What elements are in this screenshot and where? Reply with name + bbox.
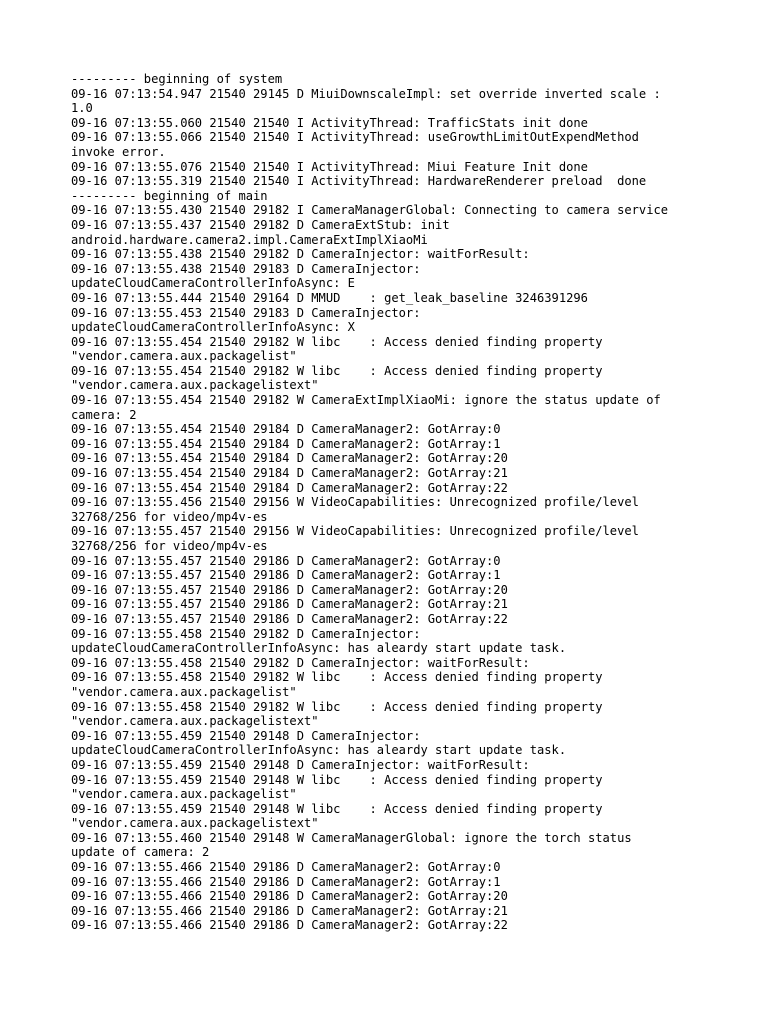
log-line: 09-16 07:13:55.458 21540 29182 W libc : Access denied finding property xyxy=(71,699,603,714)
log-line: "vendor.camera.aux.packagelistext" xyxy=(71,378,319,393)
log-line: 32768/256 for video/mp4v-es xyxy=(71,509,268,524)
log-line: 09-16 07:13:55.438 21540 29183 D CameraInjector: xyxy=(71,261,421,276)
log-line: --------- beginning of main xyxy=(71,188,268,203)
log-line: 09-16 07:13:55.437 21540 29182 D CameraExtStub: init xyxy=(71,217,450,232)
log-line: update of camera: 2 xyxy=(71,845,210,860)
log-line: camera: 2 xyxy=(71,407,137,422)
log-line: 09-16 07:13:55.457 21540 29186 D CameraManager2: GotArray:0 xyxy=(71,553,501,568)
log-line: 09-16 07:13:55.458 21540 29182 W libc : Access denied finding property xyxy=(71,670,603,685)
log-line: 09-16 07:13:55.076 21540 21540 I ActivityThread: Miui Feature Init done xyxy=(71,159,588,174)
log-line: 1.0 xyxy=(71,101,93,116)
log-line: 09-16 07:13:55.438 21540 29182 D CameraInjector: waitForResult: xyxy=(71,247,530,262)
log-line: 09-16 07:13:55.460 21540 29148 W CameraManagerGlobal: ignore the torch status xyxy=(71,830,632,845)
log-line: 09-16 07:13:55.454 21540 29184 D CameraManager2: GotArray:0 xyxy=(71,422,501,437)
log-line: 09-16 07:13:55.466 21540 29186 D CameraManager2: GotArray:0 xyxy=(71,860,501,875)
log-line: updateCloudCameraControllerInfoAsync: E xyxy=(71,276,355,291)
log-line: 09-16 07:13:55.457 21540 29186 D CameraManager2: GotArray:21 xyxy=(71,597,508,612)
log-line: 09-16 07:13:55.459 21540 29148 D CameraInjector: waitForResult: xyxy=(71,757,530,772)
log-line: 09-16 07:13:55.459 21540 29148 W libc : Access denied finding property xyxy=(71,772,603,787)
log-text-body xyxy=(71,72,668,933)
log-line: 09-16 07:13:55.459 21540 29148 D CameraInjector: xyxy=(71,728,421,743)
log-line: 09-16 07:13:55.457 21540 29186 D CameraManager2: GotArray:20 xyxy=(71,582,508,597)
log-line: updateCloudCameraControllerInfoAsync: X xyxy=(71,320,355,335)
log-line: 09-16 07:13:55.319 21540 21540 I ActivityThread: HardwareRenderer preload done xyxy=(71,174,647,189)
log-line: 09-16 07:13:55.454 21540 29182 W libc : Access denied finding property xyxy=(71,334,603,349)
log-line: "vendor.camera.aux.packagelistext" xyxy=(71,714,319,729)
log-line: 09-16 07:13:55.466 21540 29186 D CameraManager2: GotArray:20 xyxy=(71,889,508,904)
log-line: 09-16 07:13:55.454 21540 29182 W CameraExtImplXiaoMi: ignore the status update of xyxy=(71,393,661,408)
log-line: 09-16 07:13:55.466 21540 29186 D CameraManager2: GotArray:1 xyxy=(71,874,501,889)
log-line: "vendor.camera.aux.packagelist" xyxy=(71,684,297,699)
log-line: 09-16 07:13:55.454 21540 29184 D CameraManager2: GotArray:1 xyxy=(71,436,501,451)
log-line: --------- beginning of system xyxy=(71,72,283,86)
log-line: 09-16 07:13:55.454 21540 29184 D CameraManager2: GotArray:22 xyxy=(71,480,508,495)
log-line: 09-16 07:13:55.444 21540 29164 D MMUD : get_leak_baseline 3246391296 xyxy=(71,290,588,305)
log-line: 09-16 07:13:55.466 21540 29186 D CameraManager2: GotArray:22 xyxy=(71,918,508,933)
log-line: 09-16 07:13:55.066 21540 21540 I ActivityThread: useGrowthLimitOutExpendMethod xyxy=(71,130,639,145)
log-line: 09-16 07:13:55.060 21540 21540 I ActivityThread: TrafficStats init done xyxy=(71,115,588,130)
log-line: 09-16 07:13:55.457 21540 29186 D CameraManager2: GotArray:22 xyxy=(71,611,508,626)
log-line: 09-16 07:13:55.454 21540 29182 W libc : Access denied finding property xyxy=(71,363,603,378)
log-line: 09-16 07:13:55.458 21540 29182 D CameraInjector: xyxy=(71,626,421,641)
log-line: 09-16 07:13:55.456 21540 29156 W VideoCapabilities: Unrecognized profile/level xyxy=(71,495,639,510)
log-line: 09-16 07:13:55.466 21540 29186 D CameraManager2: GotArray:21 xyxy=(71,903,508,918)
log-line: updateCloudCameraControllerInfoAsync: has aleardy start update task. xyxy=(71,641,567,656)
log-line: 32768/256 for video/mp4v-es xyxy=(71,539,268,553)
log-line: 09-16 07:13:55.454 21540 29184 D CameraManager2: GotArray:20 xyxy=(71,451,508,466)
log-line: 09-16 07:13:55.457 21540 29156 W VideoCapabilities: Unrecognized profile/level xyxy=(71,524,639,539)
log-line: 09-16 07:13:55.430 21540 29182 I CameraManagerGlobal: Connecting to camera service xyxy=(71,203,669,218)
log-line: "vendor.camera.aux.packagelist" xyxy=(71,349,297,364)
log-line: 09-16 07:13:55.454 21540 29184 D CameraManager2: GotArray:21 xyxy=(71,466,508,481)
log-line: 09-16 07:13:54.947 21540 29145 D MiuiDownscaleImpl: set override inverted scale : xyxy=(71,86,661,101)
log-line: 09-16 07:13:55.453 21540 29183 D CameraInjector: xyxy=(71,305,421,320)
log-line: invoke error. xyxy=(71,144,166,159)
log-line: updateCloudCameraControllerInfoAsync: has aleardy start update task. xyxy=(71,743,567,758)
log-line: 09-16 07:13:55.458 21540 29182 D CameraInjector: waitForResult: xyxy=(71,655,530,670)
log-line: "vendor.camera.aux.packagelist" xyxy=(71,787,297,802)
log-line: "vendor.camera.aux.packagelistext" xyxy=(71,816,319,831)
log-line: android.hardware.camera2.impl.CameraExtImplXiaoMi xyxy=(71,232,428,247)
log-line: 09-16 07:13:55.459 21540 29148 W libc : Access denied finding property xyxy=(71,801,603,816)
log-line: 09-16 07:13:55.457 21540 29186 D CameraManager2: GotArray:1 xyxy=(71,568,501,583)
